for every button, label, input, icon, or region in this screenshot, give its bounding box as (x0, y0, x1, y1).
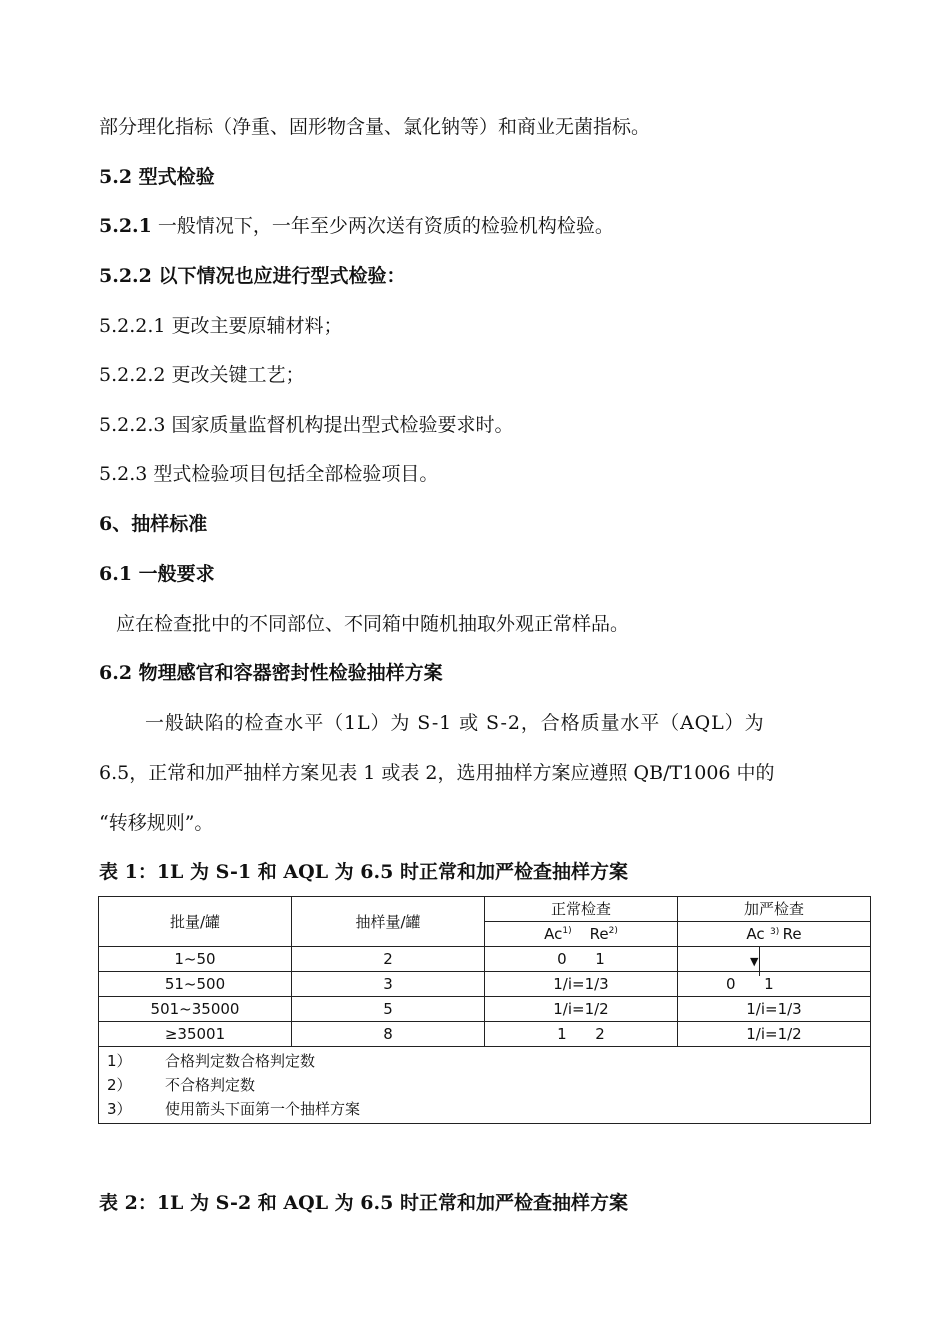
table-1-caption: 表 1：1L 为 S-1 和 AQL 为 6.5 时正常和加严检查抽样方案 (99, 861, 628, 883)
paragraph-5-2-2-3: 5.2.2.3 国家质量监督机构提出型式检验要求时。 (99, 414, 514, 436)
header-re: Re (589, 925, 609, 943)
header-re-footnote: 2) (608, 926, 618, 936)
cell-batch: 501~35000 (99, 997, 292, 1022)
heading-6: 6、抽样标准 (99, 513, 208, 535)
header-normal-ac-re (485, 922, 678, 947)
header-sample: 抽样量/罐 (292, 897, 485, 947)
arrow-footnote: 3) (770, 927, 780, 937)
arrow-down-icon: ▼ (750, 955, 759, 968)
header-tightened: 加严检查 (678, 897, 871, 922)
table-row (99, 997, 871, 1022)
table-1-sampling-plan (98, 896, 871, 1124)
table-row (99, 972, 871, 997)
paragraph-6-1: 应在检查批中的不同部位、不同箱中随机抽取外观正常样品。 (116, 613, 630, 635)
cell-normal: 0 1 (485, 947, 678, 972)
paragraph-5-2-2-2: 5.2.2.2 更改关键工艺； (99, 364, 305, 386)
cell-tightened-value: 0 1 (726, 975, 774, 993)
cell-batch: ≥35001 (99, 1022, 292, 1047)
cell-batch: 1~50 (99, 947, 292, 972)
table-2-caption: 表 2：1L 为 S-2 和 AQL 为 6.5 时正常和加严检查抽样方案 (99, 1192, 628, 1214)
paragraph-6-2-line-3: “转移规则”。 (99, 812, 214, 834)
header-re-tightened: Re (782, 925, 802, 943)
cell-sample: 8 (292, 1022, 485, 1047)
cell-normal: 1 2 (485, 1022, 678, 1047)
paragraph-intro: 部分理化指标（净重、固形物含量、氯化钠等）和商业无菌指标。 (99, 116, 651, 138)
note-item: 1） 合格判定数合格判定数 (107, 1052, 316, 1070)
header-ac-footnote: 1) (562, 926, 572, 936)
cell-normal: 1/i=1/3 (485, 972, 678, 997)
table-notes (99, 1047, 871, 1124)
header-ac: Ac (544, 925, 563, 943)
cell-tightened: 1/i=1/3 (678, 997, 871, 1022)
heading-6-2: 6.2 物理感官和容器密封性检验抽样方案 (99, 662, 443, 684)
cell-sample: 2 (292, 947, 485, 972)
paragraph-5-2-2-1: 5.2.2.1 更改主要原辅材料； (99, 315, 343, 337)
cell-tightened (678, 947, 871, 972)
paragraph-6-2-line-2: 6.5，正常和加严抽样方案见表 1 或表 2，选用抽样方案应遵照 QB/T1006 中的 (99, 762, 775, 784)
header-normal: 正常检查 (485, 897, 678, 922)
paragraph-5-2-3: 5.2.3 型式检验项目包括全部检验项目。 (99, 463, 439, 485)
cell-batch: 51~500 (99, 972, 292, 997)
table-row (99, 1022, 871, 1047)
header-batch: 批量/罐 (99, 897, 292, 947)
note-item: 2） 不合格判定数 (107, 1076, 256, 1094)
heading-5-2-2: 5.2.2 以下情况也应进行型式检验： (99, 265, 406, 287)
heading-5-2: 5.2 型式检验 (99, 166, 215, 188)
cell-sample: 5 (292, 997, 485, 1022)
cell-tightened: 1/i=1/2 (678, 1022, 871, 1047)
paragraph-5-2-1 (99, 214, 614, 238)
cell-normal: 1/i=1/2 (485, 997, 678, 1022)
header-ac-tightened: Ac (746, 925, 765, 943)
cell-sample: 3 (292, 972, 485, 997)
paragraph-5-2-1-text: 一般情况下，一年至少两次送有资质的检验机构检验。 (151, 215, 614, 237)
paragraph-6-2-line-1: 一般缺陷的检查水平（1L）为 S-1 或 S-2，合格质量水平（AQL）为 (145, 712, 765, 734)
heading-6-1: 6.1 一般要求 (99, 563, 215, 585)
paragraph-5-2-1-number: 5.2.1 (99, 215, 152, 237)
note-item: 3） 使用箭头下面第一个抽样方案 (107, 1100, 361, 1118)
